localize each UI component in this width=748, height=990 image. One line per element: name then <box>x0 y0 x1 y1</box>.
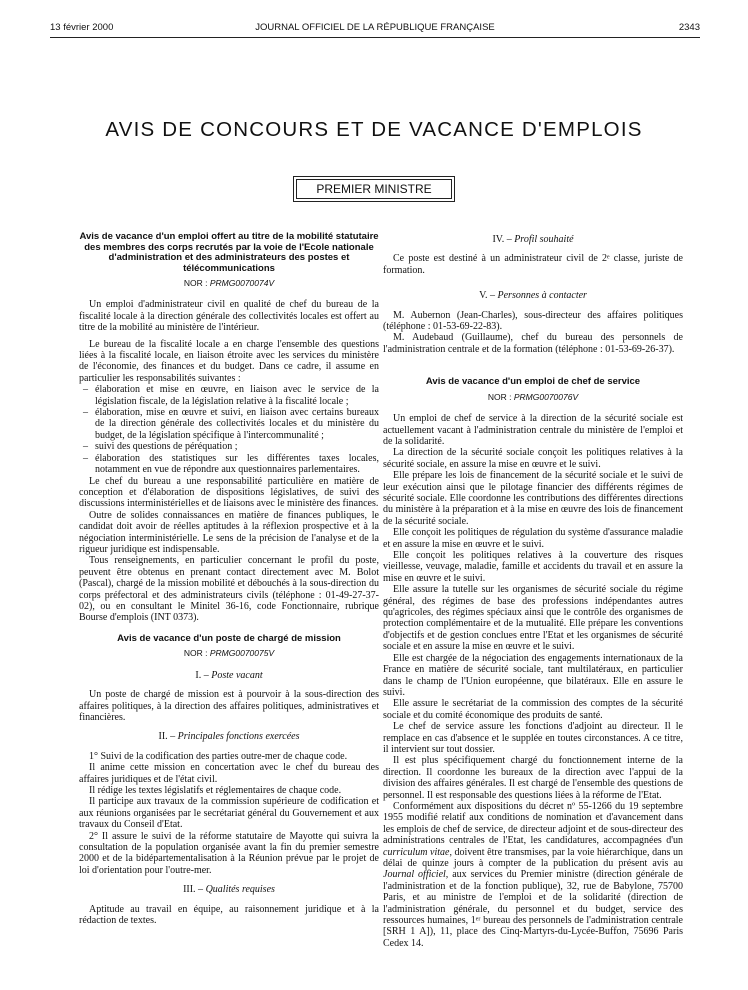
nor-code: PRMG0070076V <box>513 391 579 402</box>
section-number: III. – <box>183 884 204 896</box>
nor-label: NOR : <box>183 648 208 659</box>
notice1-paragraph: Outre de solides connaissances en matière de finances publiques, le candidat doit avoir de réelles aptitudes à la réflexion prospective et à la négociation interministérielle. Le sens de la précision de l'analyse et de la rigueur juridique est indispensable. <box>79 509 379 555</box>
section-title: Poste vacant <box>211 669 263 681</box>
notice3-heading: Avis de vacance d'un emploi de chef de service <box>425 376 641 388</box>
list-item: – suivi des questions de péréquation ; <box>95 441 379 452</box>
section-box <box>293 176 455 202</box>
notice1-paragraph: Le chef du bureau a une responsabilité particulière en matière de conception et d'élaboration de dispositions législatives, de suivi des discussions interministérielles et de liaisons avec le ministère des finances. <box>79 475 379 510</box>
header-date: 13 février 2000 <box>50 22 114 33</box>
notice2-heading: Avis de vacance d'un poste de chargé de mission <box>117 632 341 644</box>
notice3-paragraph: Un emploi de chef de service à la direction de la sécurité sociale est actuellement vacant à l'administration centrale du ministère de l'emploi et de la solidarité. <box>383 413 683 447</box>
notice2-paragraph: Un poste de chargé de mission est à pourvoir à la sous-direction des affaires politiques, à la direction des affaires politiques, administratives et financières. <box>79 689 379 723</box>
notice2-paragraph: M. Audebaud (Guillaume), chef du bureau des personnels de l'administration centrale et de la formation (téléphone : 01-53-69-26-37). <box>383 332 683 355</box>
notice3-paragraph: Le chef de service assure les fonctions d'adjoint au directeur. Il le remplace en cas d'absence et le supplée en toutes circonstances. A ce titre, il intervient sur tout dossier. <box>383 721 683 755</box>
notice3-paragraph: La direction de la sécurité sociale conçoit les politiques relatives à la sécurité sociale, en assure la mise en œuvre et le suivi. <box>383 447 683 470</box>
list-item: – élaboration des statistiques sur les différentes taxes locales, notamment en vue de répondre aux questionnaires parlementaires. <box>95 453 379 476</box>
text-run-italic: curriculum vitae, <box>383 846 452 858</box>
header-page-number: 2343 <box>678 22 700 33</box>
notice2-paragraph: Il anime cette mission en concertation avec le chef du bureau des affaires juridiques et de l'état civil. <box>79 762 379 785</box>
notice2-section5-heading <box>383 290 683 301</box>
notice2-paragraph: 2° Il assure le suivi de la réforme statutaire de Mayotte qui suivra la consultation de la population organisée avant la fin du premier semestre 2000 et de la bidépartementalisation à la Réunion prévue par le projet de loi d'orientation pour l'outre-mer. <box>79 830 379 876</box>
section-number: II. – <box>158 731 176 743</box>
section-title: PREMIER MINISTRE <box>296 179 452 199</box>
section-number: V. – <box>479 290 495 302</box>
notice2-paragraph: 1° Suivi de la codification des parties outre-mer de chaque code. <box>89 750 348 762</box>
notice1-paragraph: Un emploi d'administrateur civil en qualité de chef du bureau de la fiscalité locale à la direction générale des collectivités locales est offert au titre de la mobilité au ministère de l'intérieur. <box>79 299 379 334</box>
notice3-paragraph: Elle conçoit les politiques de régulation du système d'assurance maladie et en assure la mise en œuvre et le suivi. <box>383 527 683 550</box>
notice3-paragraph: Elle prépare les lois de financement de la sécurité sociale et le suivi de leur exécution ainsi que le pilotage financier des différents régimes de sécurité sociale. Elle coordonne les contributions des différentes directions du ministère à la préparation et à la mise en œuvre des lois de financement de la sécurité sociale. <box>383 470 683 527</box>
text-run: Conformément aux dispositions du décret nº 55-1266 du 19 septembre 1955 modifié relatif aux conditions de nomination et d'avancement dans les emplois de chef de service, de directeur adjoint et de sous-directeur des administrations centrales de l'Etat, les candidatures, accompagnées d'un <box>383 800 683 847</box>
list-item: – élaboration, mise en œuvre et suivi, en liaison avec certains bureaux de la direction générale des collectivités locales et du ministère du budget, de la législation spécifique à l'intercommunalité ; <box>95 407 379 441</box>
notice2-paragraph: Il rédige les textes législatifs et réglementaires de chaque code. <box>89 784 342 796</box>
header-journal-title: JOURNAL OFFICIEL DE LA RÉPUBLIQUE FRANÇAISE <box>255 22 495 33</box>
notice2-paragraph: Aptitude au travail en équipe, au raisonnement juridique et à la rédaction de textes. <box>79 903 379 926</box>
notice3-paragraph: Elle conçoit les politiques relatives à la couverture des risques vieillesse, veuvage, maladie, famille et accidents du travail et en assure la mise en œuvre et le suivi. <box>383 550 683 584</box>
text-run: doivent être transmises, par la voie hiérarchique, dans un délai de quinze jours à compter de la publication du présent avis au <box>383 846 683 869</box>
notice2-section1-heading <box>79 670 379 681</box>
notice3-paragraph: Elle assure la tutelle sur les organismes de sécurité sociale du régime général, des régimes de base des professions indépendantes autres qu'agricoles, des régimes spéciaux ainsi que le contrôle des organismes de protection complémentaire et de la mutualité. Elle prépare les conventions d'objectifs et de gestion conclues entre l'Etat et les organismes de sécurité sociale et en assure la mise en œuvre et le suivi. <box>383 584 683 653</box>
text-run-italic: Journal officiel, <box>383 869 449 881</box>
text-run: aux services du Premier ministre (direction générale de l'administration et de la fonction publique), 32, rue de Babylone, 75700 Paris, et au ministre de l'emploi et de la solidarité (direction de l'administration générale, du personnel et du budget, service des ressources humaines, 1ᵉʳ bureau des personnels de l'administration centrale [SRH 1 A]), 11, place des Cinq-Martyrs-du-Lycée-Buffon, 75696 Paris Cedex 14. <box>383 869 683 949</box>
notice3-paragraph: Elle est chargée de la négociation des engagements internationaux de la France en matière de sécurité sociale, tant multilatéraux, en particulier dans le champ de l'Union européenne, que bilatéraux. Elle en assure le suivi. <box>383 652 683 698</box>
nor-label: NOR : <box>183 278 208 288</box>
notice2-section2-heading <box>79 731 379 742</box>
page-header <box>50 22 700 38</box>
list-item: – élaboration et mise en œuvre, en liaison avec le service de la législation fiscale, de la législation relative à la fiscalité locale ; <box>95 384 379 407</box>
right-column <box>383 232 683 949</box>
left-column <box>79 232 379 926</box>
section-number: IV. – <box>492 234 512 245</box>
notice1-heading: Avis de vacance d'un emploi offert au titre de la mobilité statutaire des membres des corps recrutés par la voie de l'Ecole nationale d'administration et des administrateurs des postes et télécommunications <box>79 231 379 274</box>
header-rule <box>50 37 700 38</box>
nor-code: PRMG0070074V <box>209 278 275 288</box>
section-title: Principales fonctions exercées <box>177 731 300 743</box>
nor-code: PRMG0070075V <box>209 648 275 659</box>
section-number: I. – <box>195 669 209 681</box>
notice3-nor <box>383 392 683 403</box>
notice3-paragraph: Il est plus spécifiquement chargé du fonctionnement interne de la direction. Il coordonne les bureaux de la direction avec l'appui de la division des affaires générales. Il est chargé de l'ensemble des questions de personnel. Il est responsable des questions liées à la réforme de l'Etat. <box>383 755 683 801</box>
notice2-paragraph: M. Aubernon (Jean-Charles), sous-directeur des affaires politiques (téléphone : 01-53-69-22-83). <box>383 309 683 333</box>
page-title: AVIS DE CONCOURS ET DE VACANCE D'EMPLOIS <box>105 118 643 141</box>
section-title: Profil souhaité <box>514 234 574 245</box>
notice2-section3-heading <box>79 884 379 895</box>
notice2-nor <box>79 648 379 659</box>
section-title: Personnes à contacter <box>497 290 587 302</box>
notice1-list <box>79 384 379 475</box>
nor-label: NOR : <box>487 391 512 402</box>
notice3-paragraph: Elle assure le secrétariat de la commission des comptes de la sécurité sociale et du comité économique des produits de santé. <box>383 698 683 721</box>
section-title: Qualités requises <box>205 884 275 896</box>
notice1-paragraph: Tous renseignements, en particulier concernant le profil du poste, peuvent être obtenus en prenant contact directement avec M. Bolot (Pascal), chargé de la mission mobilité et débouchés à la sous-direction du corps préfectoral et des administrateurs civils (téléphone : 01-49-27-37-02), ou en consultant le Minitel 36-16, code Fonctionnaire, rubrique Bourse d'emplois (INT 0373). <box>79 555 379 624</box>
notice2-paragraph: Ce poste est destiné à un administrateur civil de 2ᵉ classe, juriste de formation. <box>383 253 683 276</box>
notice1-nor <box>79 278 379 289</box>
notice3-last-paragraph <box>383 801 683 949</box>
notice2-paragraph: Il participe aux travaux de la commission supérieure de codification et aux réunions organisées par le secrétariat général du Gouvernement et aux travaux du Conseil d'Etat. <box>79 796 379 831</box>
notice1-paragraph: Le bureau de la fiscalité locale a en charge l'ensemble des questions liées à la fiscalité locale, en liaison étroite avec les services du ministère de l'économie, des finances et du budget. Dans ce cadre, il assume en particulier les responsabilités suivantes : <box>79 338 379 384</box>
notice2-section4-heading <box>383 234 683 245</box>
